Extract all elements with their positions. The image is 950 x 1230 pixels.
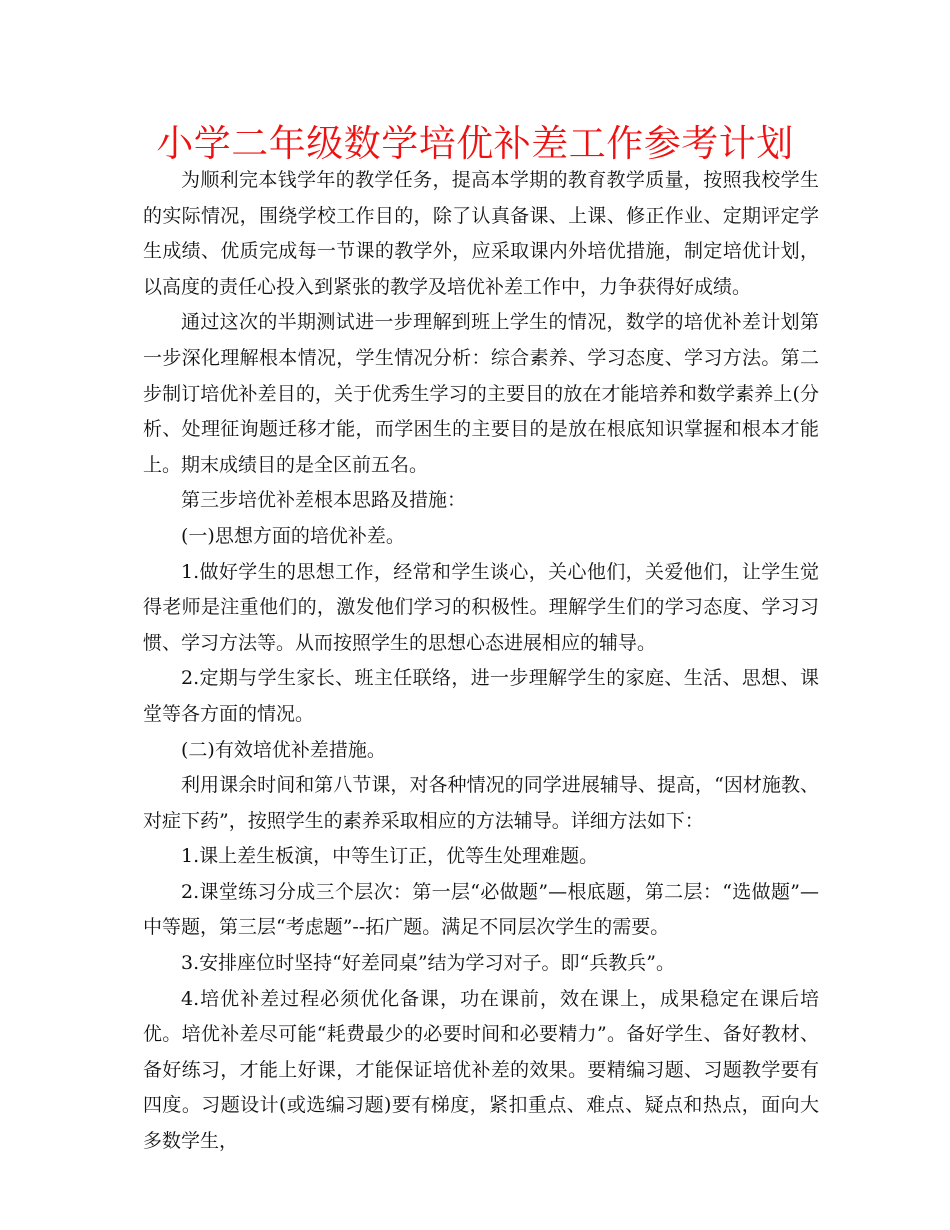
document-body: [143, 163, 819, 1160]
paragraph: 2.课堂练习分成三个层次：第一层“必做题”—根底题，第二层：“选做题”—中等题，第三层“考虑题”--拓广题。满足不同层次学生的需要。: [143, 880, 819, 939]
paragraph: 2.定期与学生家长、班主任联络，进一步理解学生的家庭、生活、思想、课堂等各方面的情况。: [143, 667, 819, 725]
section-heading: (二)有效培优补差措施。: [181, 738, 386, 761]
paragraph: 通过这次的半期测试进一步理解到班上学生的情况，数学的培优补差计划第一步深化理解根本情况，学生情况分析：综合素养、学习态度、学习方法。第二步制订培优补差目的，关于优秀生学习的主要目的放在才能培养和数学素养上(分析、处理征询题迁移才能，而学困生的主要目的是放在根底知识掌握和根本才能上。期末成绩目的是全区前五名。: [143, 311, 819, 476]
paragraph: 4.培优补差过程必须优化备课，功在课前，效在课上，成果稳定在课后培优。培优补差尽可能“耗费最少的必要时间和必要精力”。备好学生、备好教材、备好练习，才能上好课，才能保证培优补差的效果。要精编习题、习题教学要有四度。习题设计(或选编习题)要有梯度，紧扣重点、难点、疑点和热点，面向大多数学生，: [143, 987, 819, 1153]
paragraph: 为顺利完本钱学年的教学任务，提高本学期的教育教学质量，按照我校学生的实际情况，围绕学校工作目的，除了认真备课、上课、修正作业、定期评定学生成绩、优质完成每一节课的教学外，应采取课内外培优措施，制定培优计划，以高度的责任心投入到紧张的教学及培优补差工作中，力争获得好成绩。: [143, 169, 819, 298]
section-heading: (一)思想方面的培优补差。: [181, 524, 405, 547]
paragraph: 1.做好学生的思想工作，经常和学生谈心，关心他们，关爱他们，让学生觉得老师是注重他们的，激发他们学习的积极性。理解学生们的学习态度、学习习惯、学习方法等。从而按照学生的思想心态进展相应的辅导。: [143, 560, 819, 654]
paragraph: 第三步培优补差根本思路及措施：: [181, 489, 467, 512]
paragraph: 3.安排座位时坚持“好差同桌”结为学习对子。即“兵教兵”。: [181, 952, 675, 975]
document-title: 小学二年级数学培优补差工作参考计划: [156, 122, 794, 165]
paragraph: 利用课余时间和第八节课，对各种情况的同学进展辅导、提高，“因材施教、对症下药”，按照学生的素养采取相应的方法辅导。详细方法如下：: [143, 774, 819, 832]
paragraph: 1.课上差生板演，中等生订正，优等生处理难题。: [181, 845, 599, 868]
